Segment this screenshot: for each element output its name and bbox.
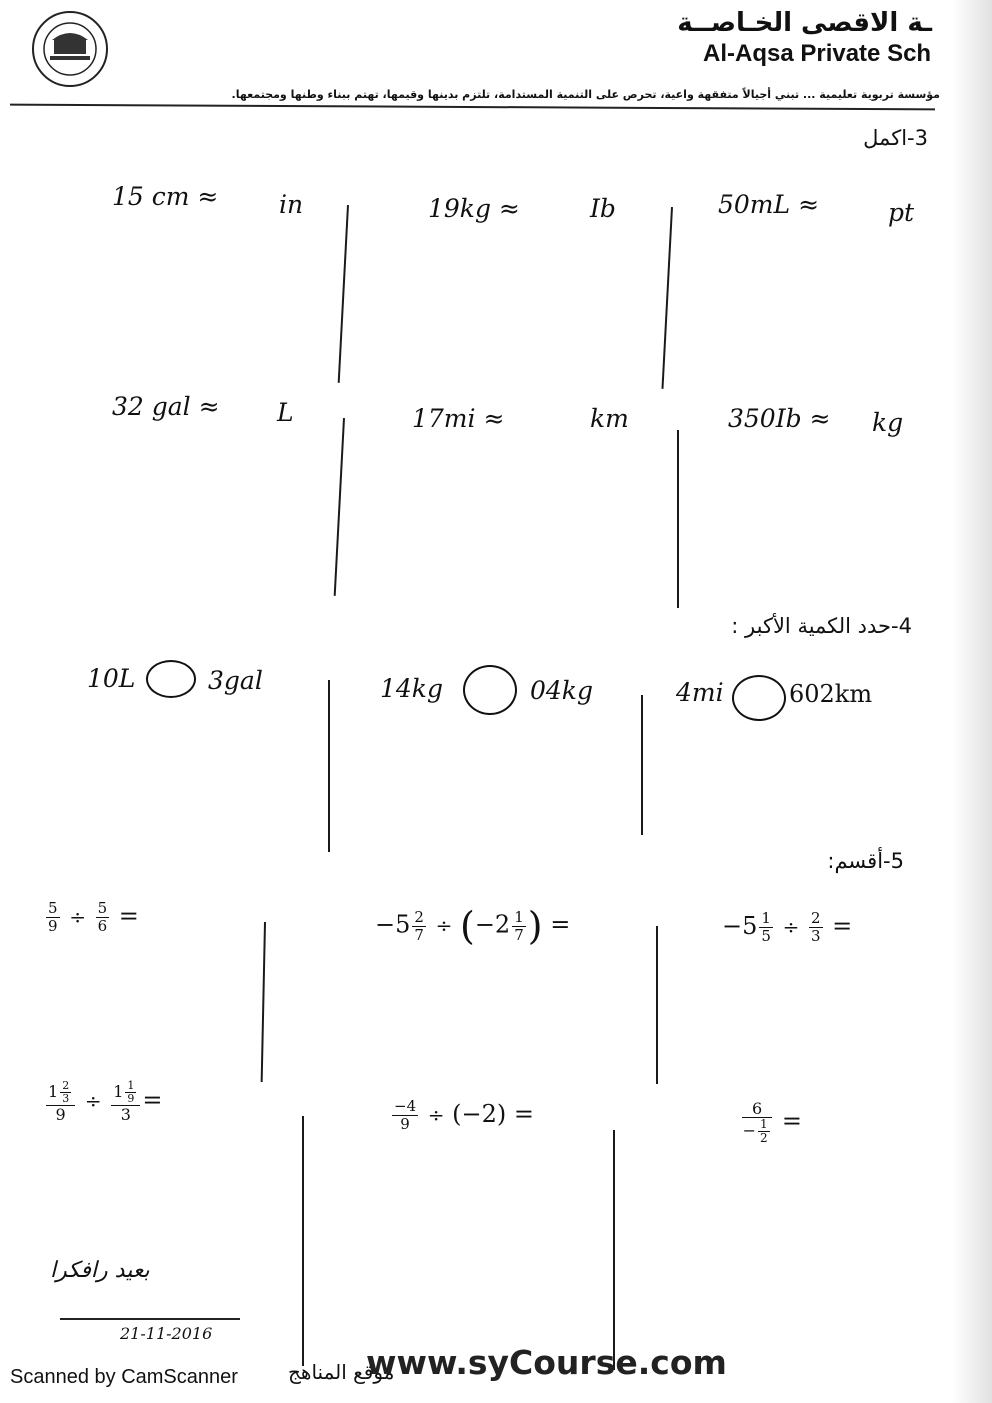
q5-problem-6: 6 − $\frac{1}{2}$ = — [742, 1099, 802, 1145]
divider-line — [261, 922, 266, 1082]
divider-line — [677, 430, 679, 608]
school-motto: مؤسسة تربوية تعليمية ... تبني أجيالاً متفقهة واعية، تحرص على التنمية المستدامة، تلتزم بدينها وقيمها، تهتم ببناء وطنها ومجتمعها. — [231, 88, 940, 101]
q3-r1-c3-unit: pt — [888, 198, 915, 227]
q4-item1-answer-circle[interactable] — [146, 660, 196, 698]
school-name-english: Al-Aqsa Private Sch — [703, 40, 932, 67]
q3-r2-c3-unit: kg — [872, 408, 904, 437]
q4-item1-left: 10L — [87, 664, 136, 693]
q5-title: 5-أقسم: — [827, 849, 904, 873]
q5-problem-1: $\frac{5}{9}$ ÷ $\frac{5}{6}$ = — [48, 899, 139, 935]
q5-problem-4: 1 $\frac{2}{3}$ 9 ÷ 1 $\frac{1}{9}$ 3 = — [48, 1079, 163, 1124]
q3-r1-c3-expr: 50mL ≈ — [718, 190, 820, 219]
q5-problem-3: −5 $\frac{1}{5}$ ÷ $\frac{2}{3}$ = — [722, 909, 853, 945]
q3-r2-c2-expr: 17mi ≈ — [412, 404, 505, 433]
divider-line — [641, 695, 643, 835]
header-divider — [10, 104, 935, 111]
q3-r2-c1-unit: L — [277, 398, 294, 427]
q4-item3-answer-circle[interactable] — [732, 675, 786, 721]
divider-line — [334, 418, 345, 596]
school-seal-logo-icon — [30, 10, 110, 88]
divider-line — [656, 926, 658, 1084]
signature-date: 21-11-2016 — [120, 1324, 213, 1343]
q4-item1-right: 3gal — [208, 666, 263, 695]
q4-item2-answer-circle[interactable] — [463, 665, 517, 715]
divider-line — [613, 1130, 615, 1370]
site-url-link[interactable]: www.syCourse.com — [366, 1343, 727, 1382]
divider-line — [328, 680, 330, 852]
q3-r1-c2-expr: 19kg ≈ — [428, 194, 520, 223]
q4-title: 4-حدد الكمية الأكبر : — [731, 614, 912, 638]
school-logo — [30, 10, 110, 88]
signature-underline — [60, 1318, 240, 1320]
site-name-arabic: موقع المناهج — [288, 1360, 395, 1384]
q3-r1-c1-expr: 15 cm ≈ — [112, 182, 219, 211]
divider-line — [338, 205, 349, 383]
q4-item3-left: 4mi — [676, 678, 724, 707]
page-edge-shadow — [952, 0, 992, 1403]
school-name-arabic: ـة الاقصى الخـاصــة — [677, 8, 932, 38]
q3-r2-c1-expr: 32 gal ≈ — [112, 392, 220, 421]
q4-item2-right: 04kg — [530, 676, 593, 705]
teacher-signature: بعيد رافكرا — [50, 1258, 150, 1283]
scanner-credit: Scanned by CamScanner — [10, 1366, 238, 1388]
q3-r2-c2-unit: km — [590, 404, 629, 433]
divider-line — [302, 1116, 304, 1366]
divider-line — [661, 207, 673, 389]
q4-item3-right: 602km — [789, 680, 873, 708]
q4-item2-left: 14kg — [380, 674, 443, 703]
q3-r1-c2-unit: Ib — [590, 194, 616, 223]
q5-problem-5: $\frac{-4}{9}$ ÷ (−2) = — [394, 1097, 535, 1133]
q3-r2-c3-expr: 350Ib ≈ — [728, 404, 831, 433]
q5-problem-2: −5 $\frac{2}{7}$ ÷ (−2 $\frac{1}{7}$ ) = — [375, 904, 571, 948]
q3-title: 3-اكمل — [863, 126, 928, 150]
q3-r1-c1-unit: in — [279, 190, 304, 219]
